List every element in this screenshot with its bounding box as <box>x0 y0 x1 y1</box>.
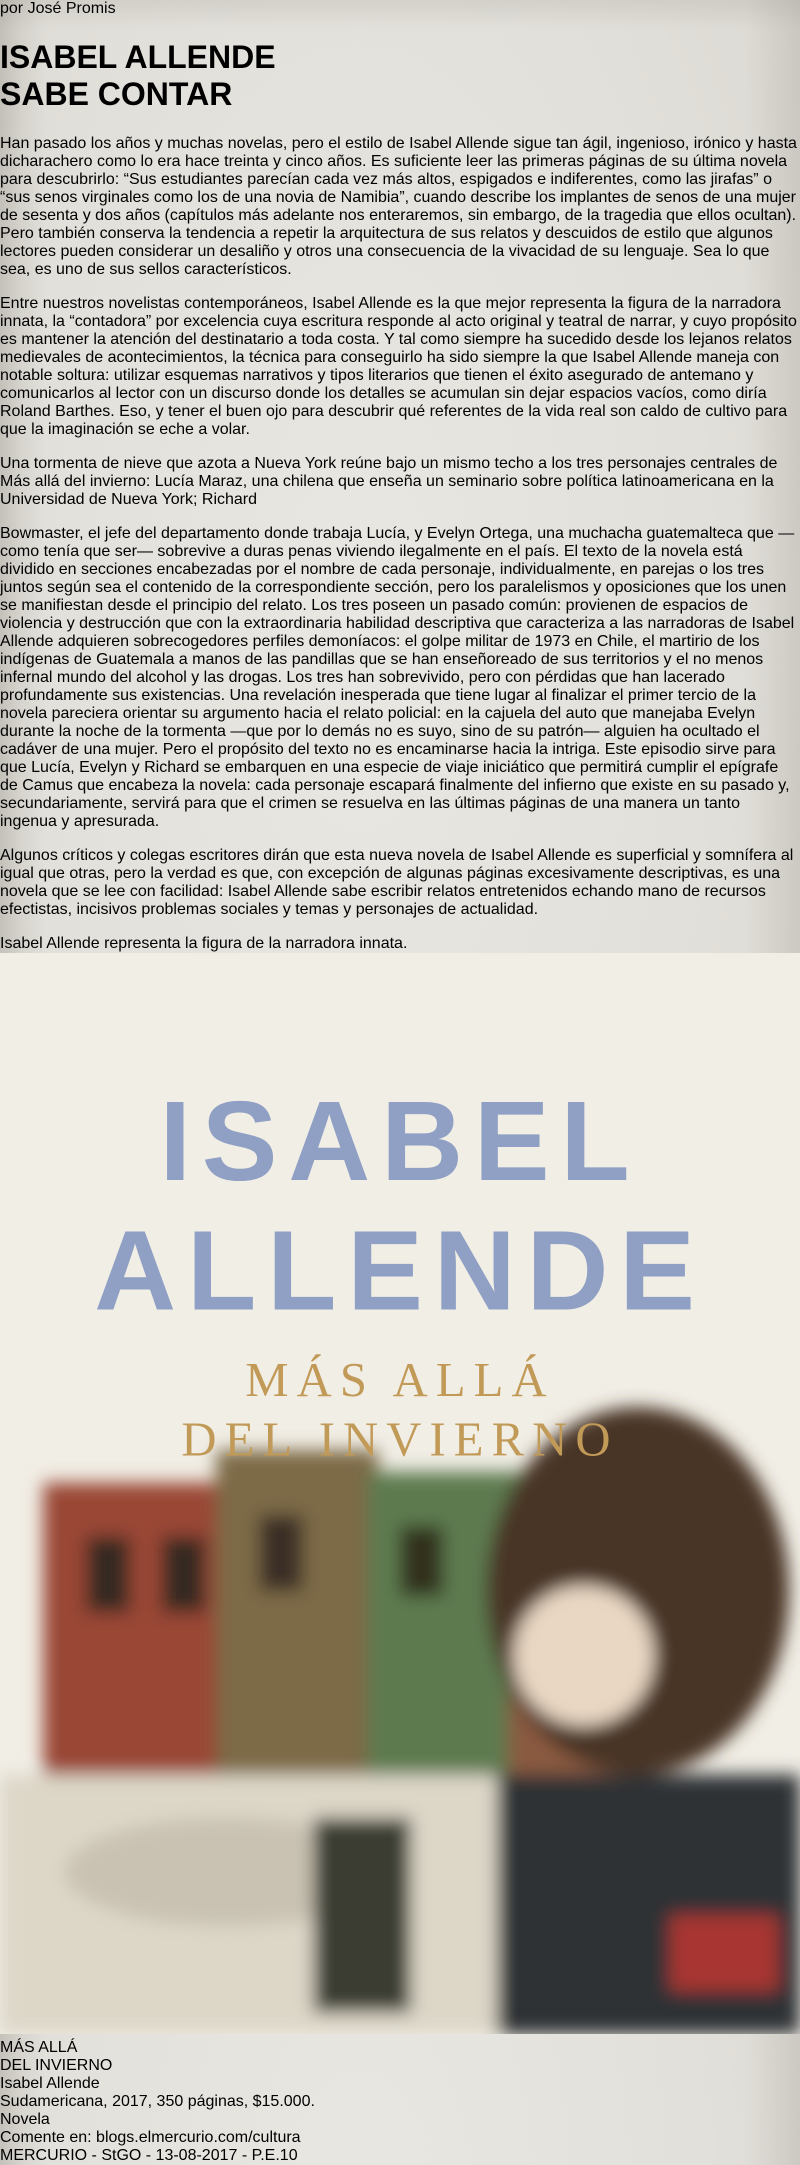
book-author: Isabel Allende <box>0 2074 100 2092</box>
byline <box>0 0 800 18</box>
article-paragraph-wrapped: Una tormenta de nieve que azota a Nueva York reúne bajo un mismo techo a los tres personajes centrales de Más allá del invierno: Lucía Maraz, una chilena que enseña un seminario sobre política latinoamericana en la Universidad de Nueva York; Richard <box>0 454 778 508</box>
article-paragraph: Entre nuestros novelistas contemporáneos, Isabel Allende es la que mejor representa la figura de la narradora innata, la “contadora” por excelencia cuya escritura responde al acto original y teatral de narrar, y cuyo propósito es mantener la atención del destinatario a toda costa. Y tal como siempre ha sucedido desde los lejanos relatos medievales de acontecimientos, la técnica para conseguirlo ha sido siempre la que Isabel Allende maneja con notable soltura: utilizar esquemas narrativos y tipos literarios que tienen el éxito asegurado de antemano y comunicarlos al lector con un discurso donde los detalles se acumulan sin dejar espacios vacíos, como diría Roland Barthes. Eso, y tener el buen ojo para descubrir qué referentes de la vida real son caldo de cultivo para que la imaginación se eche a volar. <box>0 294 797 438</box>
book-publisher-details: Sudamericana, 2017, 350 páginas, $15.000. <box>0 2092 315 2110</box>
article-headline <box>0 39 800 113</box>
cover-painting <box>0 1407 800 2034</box>
cover-author-line2: ALLENDE <box>94 1207 706 1335</box>
book-title: MÁS ALLÁ DEL INVIERNO <box>0 2038 113 2074</box>
book-review-sidebar <box>0 953 800 2129</box>
cover-title-line2: DEL INVIERNO <box>181 1412 619 1467</box>
article-paragraph: Bowmaster, el jefe del departamento donde trabaja Lucía, y Evelyn Ortega, una muchacha guatemalteca que —como tenía que ser— sobrevive a duras penas viviendo ilegalmente en el país. El texto de la novela está dividido en secciones encabezadas por el nombre de cada personaje, individualmente, en parejas o los tres juntos según sea el contenido de la correspondiente sección, pero los paralelismos y oposiciones que los unen se manifiestan desde el principio del relato. Los tres poseen un pasado común: provienen de espacios de violencia y destrucción que con la extraordinaria habilidad descriptiva que caracteriza a las narradoras de Isabel Allende adquieren sobrecogedores perfiles demoníacos: el golpe militar de 1973 en Chile, el martirio de los indígenas de Guatemala a manos de las pandillas que se han enseñoreado de sus territorios y el no menos infernal mundo del alcohol y las drogas. Los tres han sobrevivido, pero con pérdidas que han lacerado profundamente sus existencias. Una revelación inesperada que tiene lugar al finalizar el primer tercio de la novela pareciera orientar su argumento hacia el relato policial: en la cajuela del auto que manejaba Evelyn durante la noche de la tormenta —que por lo demás no es suyo, sino de su patrón— alguien ha ocultado el cadáver de una mujer. Pero el propósito del texto no es encaminarse hacia la intriga. Este episodio sirve para que Lucía, Evelyn y Richard se embarquen en una especie de viaje iniciático que permitirá cumplir el epígrafe de Camus que encabeza la novela: cada personaje escapará finalmente del infierno que existe en su pasado y, secundariamente, servirá para que el crimen se resuelva en las últimas páginas de una manera un tanto ingenua y apresurada. <box>0 524 795 830</box>
article-body <box>0 135 800 919</box>
scan-corner-mark <box>72 0 94 11</box>
article-paragraph: Algunos críticos y colegas escritores dirán que esta nueva novela de Isabel Allende es superficial y somnífera al igual que otras, pero la verdad es que, con excepción de algunas páginas excesivamente descriptivas, es una novela que se lee con facilidad: Isabel Allende sabe escribir relatos entretenidos echando mano de recursos efectistas, incisivos problemas sociales y temas y personajes de actualidad. <box>0 846 794 918</box>
headline-line2: SABE CONTAR <box>0 76 233 113</box>
byline-author: José Promis <box>27 0 116 17</box>
cover-author-line1: ISABEL <box>159 1077 641 1205</box>
handwritten-archive-note: MERCURIO - StGO - 13-08-2017 - P.E.10 <box>0 2146 298 2164</box>
book-genre: Novela <box>0 2110 50 2128</box>
byline-prefix: por <box>0 0 24 17</box>
comment-footer: Comente en: blogs.elmercurio.com/cultura <box>0 2128 301 2146</box>
headline-line1: ISABEL ALLENDE <box>0 39 276 76</box>
book-cover-image <box>0 953 800 2034</box>
cover-title-line1: MÁS ALLÁ <box>245 1353 555 1408</box>
pull-quote: Isabel Allende representa la figura de la narradora innata. <box>0 934 408 952</box>
article-paragraph: Han pasado los años y muchas novelas, pero el estilo de Isabel Allende sigue tan ágil, ingenioso, irónico y hasta dicharachero como lo era hace treinta y cinco años. Es suficiente leer las primeras páginas de su última novela para descubrirlo: “Sus estudiantes parecían cada vez más altos, espigados e indiferentes, como las jirafas” o “sus senos virginales como los de una novia de Namibia”, cuando describe los implantes de senos de una mujer de sesenta y dos años (capítulos más adelante nos enteraremos, sin embargo, de la tragedia que ellos ocultan). Pero también conserva la tendencia a repetir la arquitectura de sus relatos y descuidos de estilo que algunos lectores pueden considerar un desaliño y otros una consecuencia de la vivacidad de su lenguaje. Sea lo que sea, es uno de sus sellos característicos. <box>0 134 797 278</box>
book-info <box>0 2039 800 2129</box>
